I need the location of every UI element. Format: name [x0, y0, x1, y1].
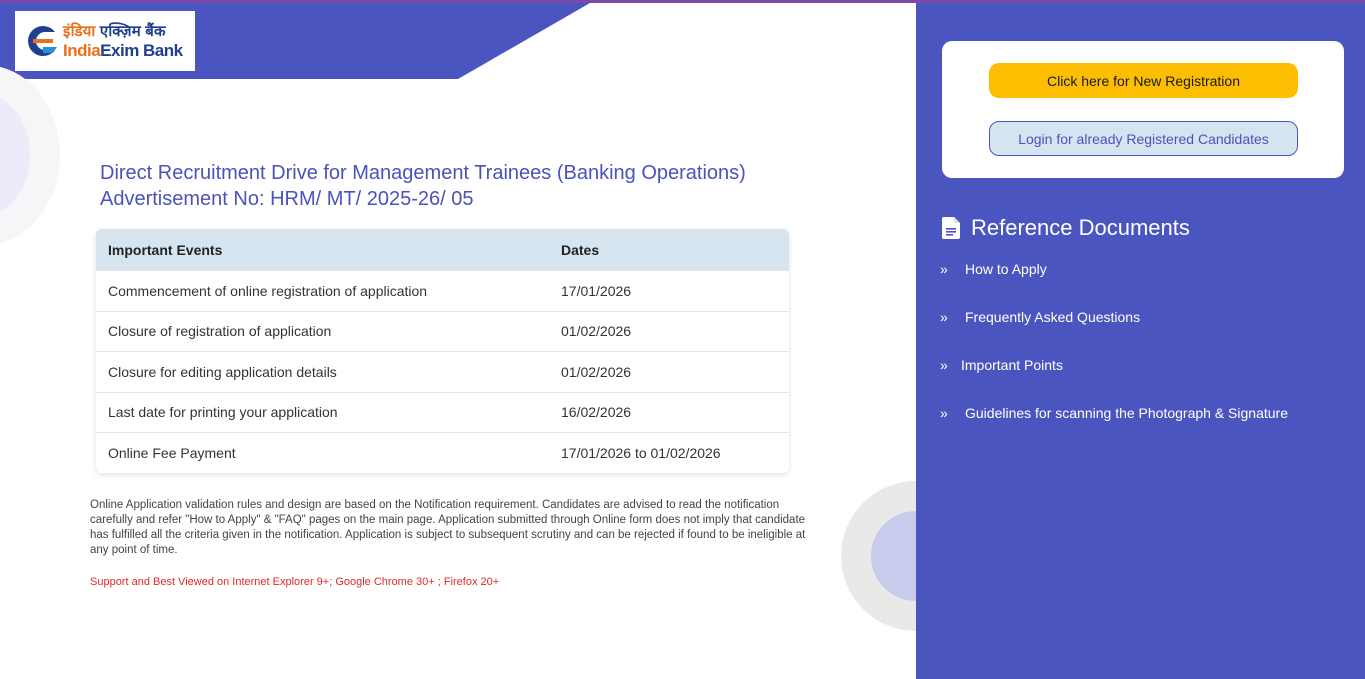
reference-link-label: How to Apply	[965, 261, 1047, 277]
advertisement-number: Advertisement No: HRM/ MT/ 2025-26/ 05	[100, 188, 474, 210]
india-exim-bank-logo[interactable]	[15, 11, 195, 71]
reference-link-label: Frequently Asked Questions	[965, 309, 1141, 325]
event-name: Online Fee Payment	[108, 444, 236, 461]
login-button[interactable]: Login for already Registered Candidates	[989, 121, 1298, 156]
column-header-events: Important Events	[108, 241, 223, 258]
top-accent-line	[0, 0, 1365, 3]
page-title	[100, 160, 746, 212]
double-chevron-right-icon: »	[940, 309, 948, 325]
event-date: 16/02/2026	[561, 404, 632, 421]
document-icon	[942, 217, 960, 239]
event-date: 17/01/2026	[561, 282, 632, 299]
event-name: Commencement of online registration of application	[108, 282, 428, 299]
logo-english-text: IndiaExim Bank	[63, 40, 183, 60]
registration-card	[942, 41, 1344, 178]
reference-link-label: Guidelines for scanning the Photograph & Signature	[965, 405, 1288, 421]
event-name: Closure for editing application details	[108, 363, 337, 380]
table-row	[96, 270, 789, 311]
reference-link-faq[interactable]	[940, 309, 1288, 357]
event-date: 17/01/2026 to 01/02/2026	[561, 444, 721, 461]
reference-documents-list	[940, 261, 1288, 453]
reference-link-scanning-guidelines[interactable]	[940, 405, 1288, 453]
table-row	[96, 351, 789, 392]
table-row	[96, 432, 789, 473]
reference-link-how-to-apply[interactable]	[940, 261, 1288, 309]
application-note: Online Application validation rules and design are based on the Notification requirement. Candidates are advised to read the notification carefully and refer "How to Apply" & "FAQ" pages on the main page. Application submitted through Online form does not imply that candidate has fulfilled all the criteria given in the notification. Application is subject to subsequent scrutiny and can be rejected if found to be ineligible at any point of time.	[90, 499, 806, 556]
event-name: Last date for printing your application	[108, 404, 338, 421]
logo-hindi-text: इंडिया एक्ज़िम बैंक	[63, 22, 166, 40]
browser-support-note: Support and Best Viewed on Internet Explorer 9+; Google Chrome 30+ ; Firefox 20+	[90, 576, 500, 588]
table-header	[96, 229, 789, 270]
reference-documents-title: Reference Documents	[971, 215, 1190, 240]
new-registration-button[interactable]: Click here for New Registration	[989, 63, 1298, 98]
table-row	[96, 311, 789, 352]
event-name: Closure of registration of application	[108, 323, 332, 340]
double-chevron-right-icon: »	[940, 261, 948, 277]
event-date: 01/02/2026	[561, 323, 632, 340]
reference-link-label: Important Points	[961, 357, 1063, 373]
reference-documents-heading	[942, 215, 1190, 241]
india-exim-bank-logo-icon	[23, 23, 59, 59]
column-header-dates: Dates	[561, 241, 600, 258]
double-chevron-right-icon: »	[940, 357, 948, 373]
event-date: 01/02/2026	[561, 363, 632, 380]
double-chevron-right-icon: »	[940, 405, 948, 421]
important-events-table	[96, 229, 789, 473]
table-row	[96, 392, 789, 433]
page-title-line1: Direct Recruitment Drive for Management Trainees (Banking Operations)	[100, 162, 746, 184]
reference-link-important-points[interactable]	[940, 357, 1288, 405]
sidebar	[916, 3, 1365, 679]
